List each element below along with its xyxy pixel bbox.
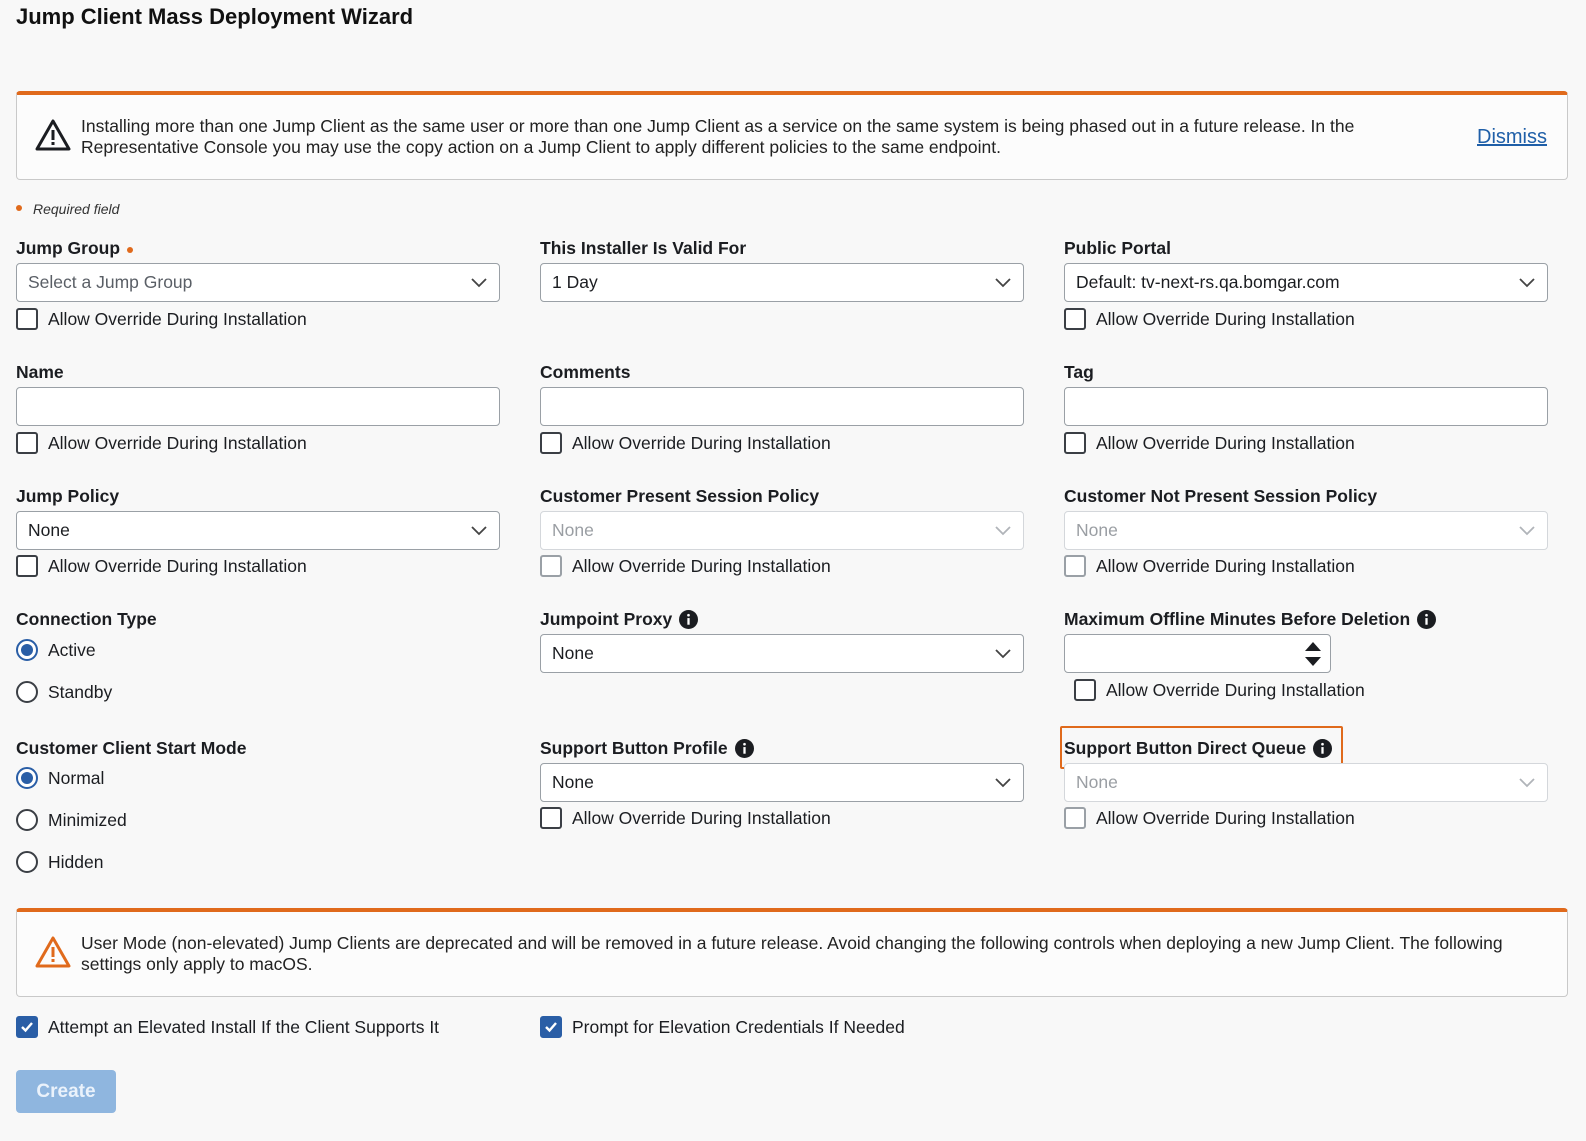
user-mode-deprecation-alert [16,908,1568,997]
prompt-elevation-credentials[interactable]: Prompt for Elevation Credentials If Needed [540,1016,905,1038]
jump-policy-select[interactable]: None [16,511,500,550]
checkmark-icon [20,1020,34,1034]
public-portal-override[interactable]: Allow Override During Installation [1064,308,1355,330]
public-portal-label: Public Portal [1064,238,1171,258]
support-button-queue-select: None [1064,763,1548,802]
spinner-arrows-icon[interactable] [1304,639,1322,669]
alert-message: User Mode (non-elevated) Jump Clients are deprecated and will be removed in a future release. Avoid changing the following controls when deploying a new Jump Client. The following settings only apply to macOS. [81,933,1503,974]
tag-override[interactable]: Allow Override During Installation [1064,432,1355,454]
override-checkbox[interactable] [16,308,38,330]
phase-out-alert [16,91,1568,180]
comments-input[interactable] [540,387,1024,426]
max-offline-label: Maximum Offline Minutes Before Deletion [1064,609,1436,630]
checked-checkbox[interactable] [16,1016,38,1038]
valid-for-label: This Installer Is Valid For [540,238,747,258]
page-title: Jump Client Mass Deployment Wizard [16,4,414,29]
attempt-elevated-install[interactable]: Attempt an Elevated Install If the Client Supports It [16,1016,439,1038]
radio-button[interactable] [16,767,38,789]
jump-policy-override[interactable]: Allow Override During Installation [16,555,307,577]
info-icon[interactable] [1417,610,1436,629]
valid-for-select[interactable]: 1 Day [540,263,1024,302]
name-override[interactable]: Allow Override During Installation [16,432,307,454]
jump-group-override[interactable]: Allow Override During Installation [16,308,307,330]
start-mode-hidden[interactable]: Hidden [16,851,103,873]
radio-button[interactable] [16,681,38,703]
jump-group-label: Jump Group [16,238,133,259]
chevron-down-icon [995,524,1011,536]
chevron-down-icon [1519,524,1535,536]
radio-button[interactable] [16,851,38,873]
comments-label: Comments [540,362,631,382]
max-offline-override[interactable]: Allow Override During Installation [1074,679,1365,701]
name-input[interactable] [16,387,500,426]
override-checkbox[interactable] [1064,308,1086,330]
jump-policy-label: Jump Policy [16,486,120,506]
info-icon[interactable] [679,610,698,629]
customer-present-policy-select: None [540,511,1024,550]
chevron-down-icon [471,276,487,288]
override-checkbox[interactable] [1064,432,1086,454]
required-dot-icon [16,205,22,211]
customer-not-present-policy-select: None [1064,511,1548,550]
radio-button[interactable] [16,639,38,661]
required-field-note: Required field [16,201,119,217]
checked-checkbox[interactable] [540,1016,562,1038]
customer-present-policy-override: Allow Override During Installation [540,555,831,577]
override-checkbox[interactable] [1074,679,1096,701]
tag-input[interactable] [1064,387,1548,426]
connection-type-active[interactable]: Active [16,639,96,661]
connection-type-standby[interactable]: Standby [16,681,112,703]
override-checkbox [1064,807,1086,829]
support-button-profile-select[interactable]: None [540,763,1024,802]
chevron-down-icon [471,524,487,536]
start-mode-label: Customer Client Start Mode [16,738,247,758]
dismiss-link[interactable]: Dismiss [1477,126,1547,148]
chevron-down-icon [1519,776,1535,788]
warning-icon [35,119,71,151]
chevron-down-icon [995,276,1011,288]
alert-message: Installing more than one Jump Client as the same user or more than one Jump Client as a service on the same system is being phased out in a future release. In the Representative Console you may use the copy action on a Jump Client to apply different policies to the same endpoint. [81,116,1355,157]
required-dot-icon [127,247,133,253]
customer-not-present-policy-override: Allow Override During Installation [1064,555,1355,577]
jumpoint-proxy-select[interactable]: None [540,634,1024,673]
warning-icon [35,936,71,968]
override-checkbox[interactable] [540,807,562,829]
chevron-down-icon [995,647,1011,659]
info-icon[interactable] [1313,739,1332,758]
support-button-queue-override: Allow Override During Installation [1064,807,1355,829]
create-button[interactable]: Create [16,1070,116,1113]
customer-present-policy-label: Customer Present Session Policy [540,486,820,506]
override-checkbox[interactable] [16,432,38,454]
chevron-down-icon [1519,276,1535,288]
public-portal-select[interactable]: Default: tv-next-rs.qa.bomgar.com [1064,263,1548,302]
override-checkbox[interactable] [540,432,562,454]
chevron-down-icon [995,776,1011,788]
info-icon[interactable] [735,739,754,758]
support-button-profile-label: Support Button Profile [540,738,754,759]
jump-group-select[interactable]: Select a Jump Group [16,263,500,302]
override-checkbox [540,555,562,577]
jumpoint-proxy-label: Jumpoint Proxy [540,609,698,630]
connection-type-label: Connection Type [16,609,157,629]
customer-not-present-policy-label: Customer Not Present Session Policy [1064,486,1378,506]
override-checkbox[interactable] [16,555,38,577]
support-button-profile-override[interactable]: Allow Override During Installation [540,807,831,829]
comments-override[interactable]: Allow Override During Installation [540,432,831,454]
support-button-queue-label: Support Button Direct Queue [1064,738,1332,759]
max-offline-input[interactable] [1064,634,1331,673]
name-label: Name [16,362,64,382]
checkmark-icon [544,1020,558,1034]
tag-label: Tag [1064,362,1094,382]
start-mode-minimized[interactable]: Minimized [16,809,127,831]
radio-button[interactable] [16,809,38,831]
start-mode-normal[interactable]: Normal [16,767,104,789]
override-checkbox [1064,555,1086,577]
